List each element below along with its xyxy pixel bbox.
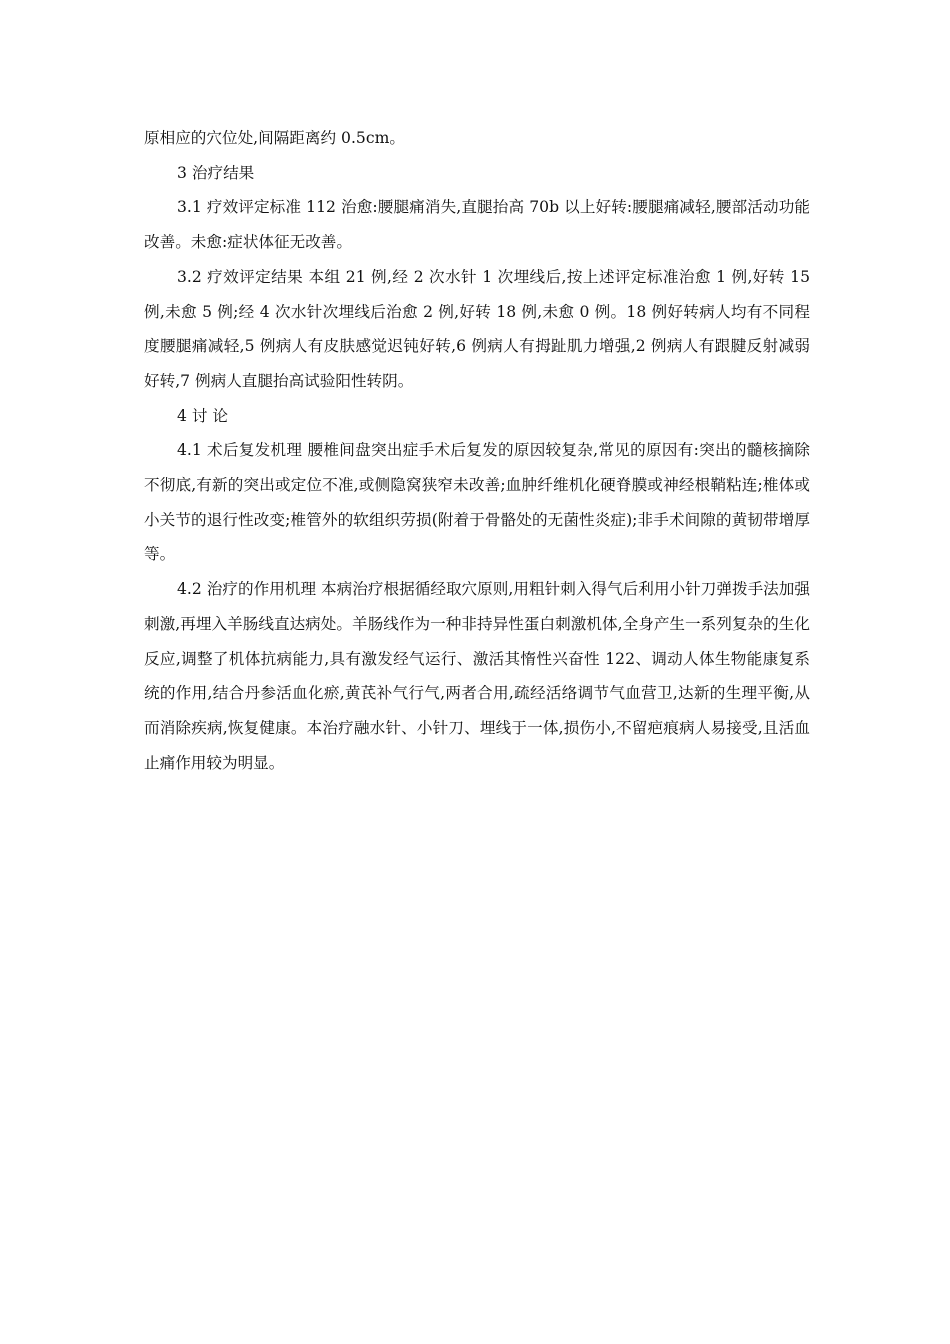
paragraph-efficacy-results: 3.2 疗效评定结果 本组 21 例,经 2 次水针 1 次埋线后,按上述评定标准治愈 1 例,好转 15 例,未愈 5 例;经 4 次水针次埋线后治愈 2 例,好转 18 例,未愈 0 例。18 例好转病人均有不同程度腰腿痛减轻,5 例病人有皮肤感觉迟钝好转,6 例病人有拇趾肌力增强,2 例病人有跟腱反射减弱好转,7 例病人直腿抬高试验阳性转阴。 <box>144 267 810 390</box>
paragraph-treatment-mechanism: 4.2 治疗的作用机理 本病治疗根据循经取穴原则,用粗针刺入得气后利用小针刀弹拨手法加强刺激,再埋入羊肠线直达病处。羊肠线作为一种非持异性蛋白刺激机体,全身产生一系列复杂的生化反应,调整了机体抗病能力,具有激发经气运行、激活其惰性兴奋性 122、调动人体生物能康复系统的作用,结合丹参活血化瘀,黄芪补气行气,两者合用,疏经活络调节气血营卫,达新的生理平衡,从而消除疾病,恢复健康。本治疗融水针、小针刀、埋线于一体,损伤小,不留疤痕病人易接受,且活血止痛作用较为明显。 <box>144 580 810 772</box>
section-heading-discussion: 4 讨 论 <box>177 406 229 425</box>
paragraph-continuation: 原相应的穴位处,间隔距离约 0.5cm。 <box>144 129 405 147</box>
paragraph-efficacy-criteria: 3.1 疗效评定标准 112 治愈:腰腿痛消失,直腿抬高 70b 以上好转:腰腿痛减轻,腰部活动功能改善。未愈:症状体征无改善。 <box>144 198 810 252</box>
section-heading-results: 3 治疗结果 <box>177 163 255 182</box>
paragraph-recurrence-mechanism: 4.1 术后复发机理 腰椎间盘突出症手术后复发的原因较复杂,常见的原因有:突出的髓核摘除不彻底,有新的突出或定位不准,或侧隐窝狭窄未改善;血肿纤维机化硬脊膜或神经根鞘粘连;椎体或小关节的退行性改变;椎管外的软组织劳损(附着于骨骼处的无菌性炎症);非手术间隙的黄韧带增厚等。 <box>144 441 810 564</box>
document-body <box>144 121 810 780</box>
